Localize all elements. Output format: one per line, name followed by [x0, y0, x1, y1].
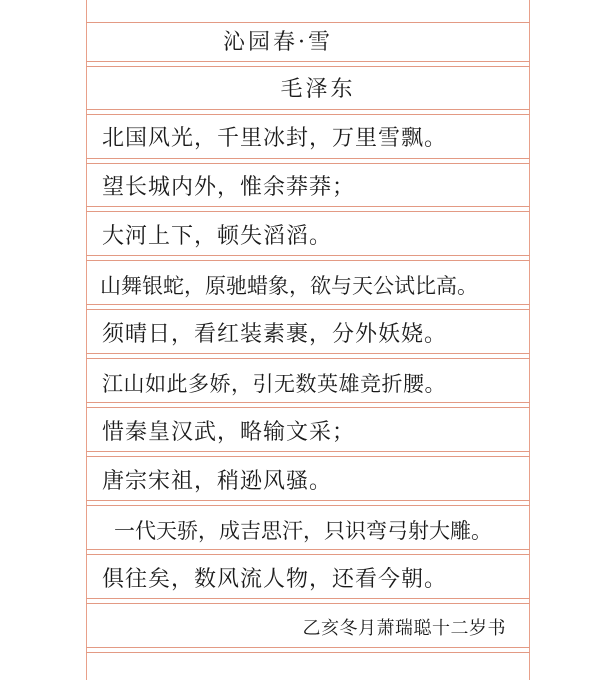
rule-line	[86, 652, 530, 653]
rule-line	[86, 505, 530, 506]
rule-line	[86, 598, 530, 599]
poem-line-text: 江山如此多娇，引无数英雄竞折腰。	[102, 371, 446, 396]
poem-line	[86, 465, 530, 499]
rule-line	[86, 451, 530, 452]
poem-line	[86, 122, 530, 156]
rule-line	[86, 353, 530, 354]
poem-title: 沁园春·雪	[223, 30, 333, 55]
rule-line	[86, 255, 530, 256]
poem-line-text: 望长城内外，惟余莽莽；	[102, 175, 356, 200]
title-row	[86, 26, 530, 60]
rule-line	[86, 66, 530, 67]
rule-line	[86, 114, 530, 115]
rule-line	[86, 500, 530, 501]
rule-line	[86, 549, 530, 550]
poem-line	[86, 416, 530, 450]
rule-line	[86, 554, 530, 555]
rule-line	[86, 358, 530, 359]
poem-line	[86, 269, 530, 303]
poem-line	[86, 318, 530, 352]
poem-line	[86, 514, 530, 548]
poem-line	[86, 367, 530, 401]
rule-line	[86, 61, 530, 62]
rule-line	[86, 309, 530, 310]
poem-line	[86, 171, 530, 205]
poem-line-text: 一代天骄，成吉思汗，只识弯弓射大雕。	[114, 518, 492, 543]
poem-line-text: 山舞银蛇，原驰蜡象，欲与天公试比高。	[100, 273, 478, 298]
signature: 乙亥冬月萧瑞聪十二岁书	[302, 618, 506, 639]
poem-line-text: 北国风光，千里冰封，万里雪飘。	[102, 126, 448, 151]
rule-line	[86, 647, 530, 648]
poem-line-text: 唐宗宋祖，稍逊风骚。	[102, 469, 333, 494]
rule-line	[86, 407, 530, 408]
copybook-sheet	[86, 0, 530, 680]
poem-author: 毛泽东	[280, 77, 356, 102]
rule-line	[86, 109, 530, 110]
poem-line	[86, 220, 530, 254]
poem-line-text: 俱往矣，数风流人物，还看今朝。	[102, 567, 448, 592]
signature-row	[86, 612, 530, 646]
rule-line	[86, 402, 530, 403]
rule-line	[86, 22, 530, 23]
poem-line	[86, 563, 530, 597]
rule-line	[86, 603, 530, 604]
author-row	[86, 73, 530, 107]
rule-line	[86, 304, 530, 305]
poem-line-text: 惜秦皇汉武，略输文采；	[102, 420, 356, 445]
rule-line	[86, 260, 530, 261]
rule-line	[86, 158, 530, 159]
rule-line	[86, 456, 530, 457]
rule-line	[86, 211, 530, 212]
poem-line-text: 须晴日，看红装素裹，分外妖娆。	[102, 322, 448, 347]
rule-line	[86, 163, 530, 164]
rule-line	[86, 206, 530, 207]
poem-line-text: 大河上下，顿失滔滔。	[102, 224, 333, 249]
